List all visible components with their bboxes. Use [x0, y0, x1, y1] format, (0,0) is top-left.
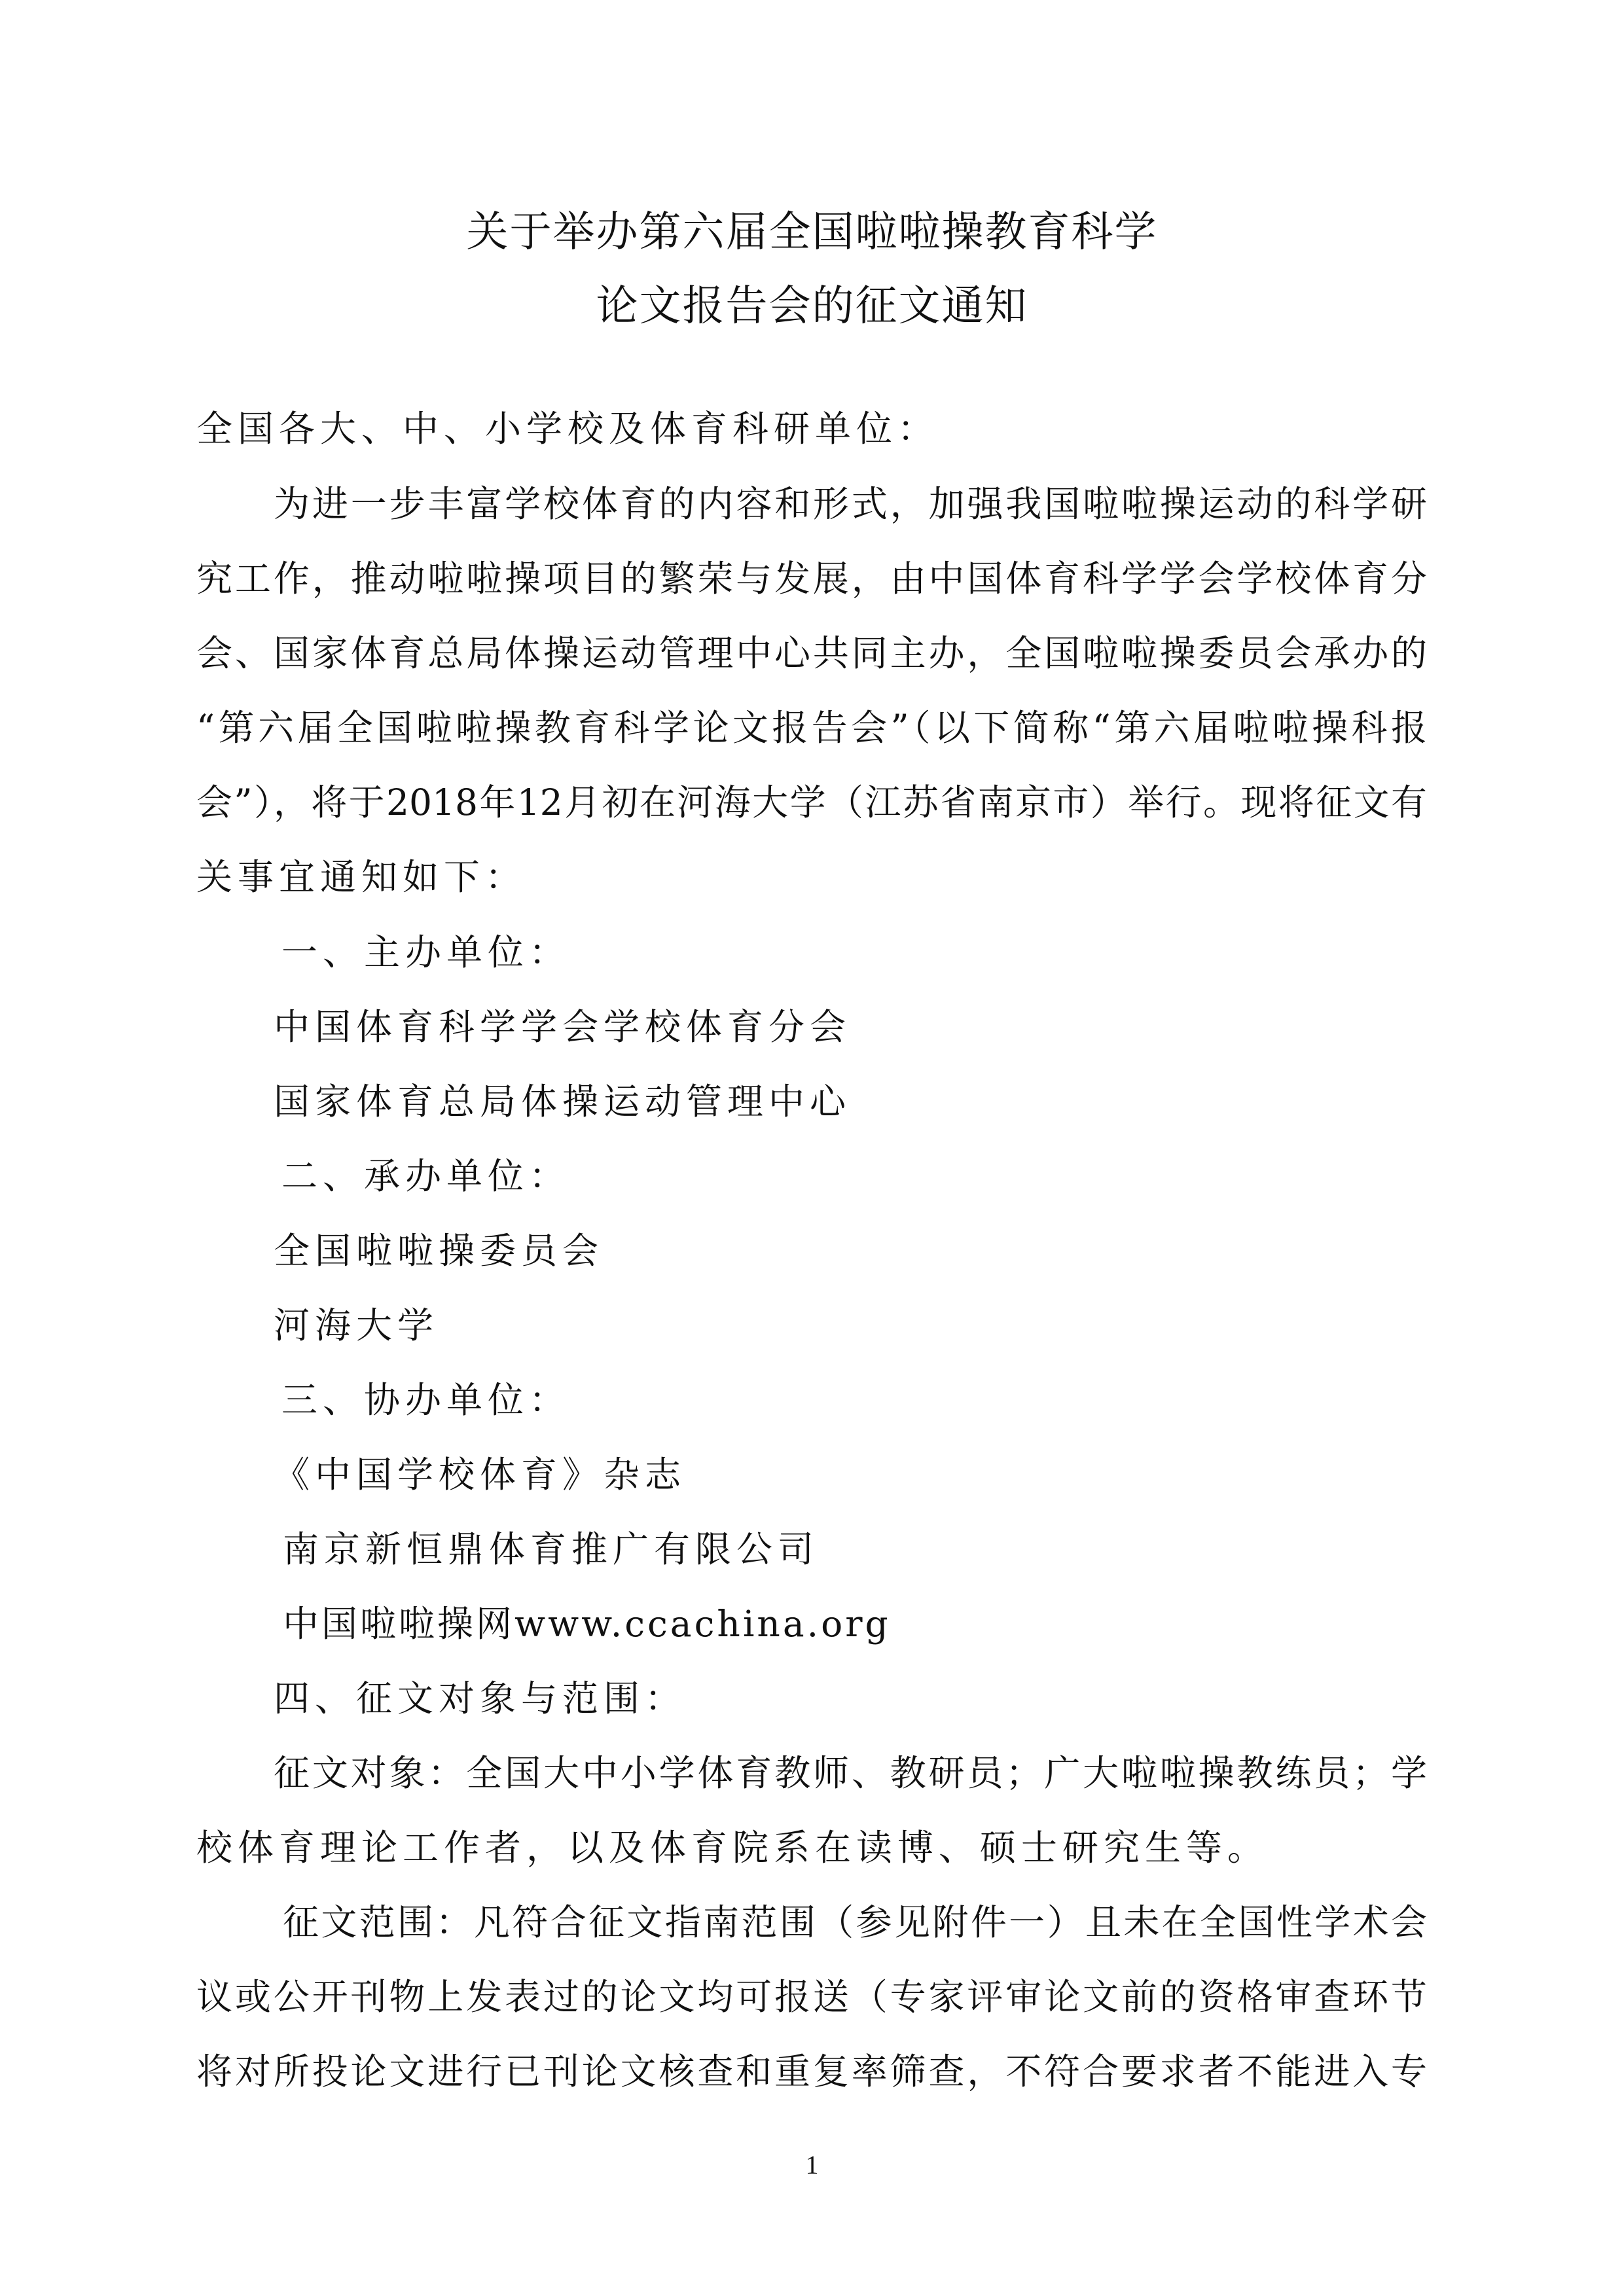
co-organizer-item: 《中国学校体育》杂志: [274, 1454, 687, 1496]
section-heading-hosts: 二、承办单位：: [281, 1155, 571, 1197]
host-item: 全国啦啦操委员会: [274, 1230, 604, 1272]
intro-line-3: 会、国家体育总局体操运动管理中心共同主办，全国啦啦操委员会承办的: [196, 632, 1427, 674]
intro-line-6: 关事宜通知如下：: [196, 856, 527, 898]
intro-line-2: 究工作，推动啦啦操项目的繁荣与发展，由中国体育科学学会学校体育分: [196, 558, 1427, 600]
organizer-item: 国家体育总局体操运动管理中心: [274, 1081, 852, 1122]
co-organizer-item: 中国啦啦操网www.ccachina.org: [283, 1603, 891, 1645]
page-number: 1: [805, 2150, 819, 2179]
section-heading-scope: 四、征文对象与范围：: [274, 1677, 687, 1719]
document-title-line-2: 论文报告会的征文通知: [596, 282, 1028, 331]
object-line-2: 校体育理论工作者，以及体育院系在读博、硕士研究生等。: [196, 1827, 1269, 1869]
host-item: 河海大学: [274, 1304, 439, 1346]
scope-line-2: 议或公开刊物上发表过的论文均可报送（专家评审论文前的资格审查环节: [196, 1976, 1427, 2018]
intro-line-1: 为进一步丰富学校体育的内容和形式，加强我国啦啦操运动的科学研: [274, 483, 1427, 525]
intro-line-5: 会”），将于2018年12月初在河海大学（江苏省南京市）举行。现将征文有: [196, 781, 1427, 823]
section-heading-co-organizers: 三、协办单位：: [281, 1379, 571, 1421]
salutation: 全国各大、中、小学校及体育科研单位：: [196, 408, 939, 450]
document-title-line-1: 关于举办第六届全国啦啦操教育科学: [466, 208, 1158, 257]
intro-line-4: “第六届全国啦啦操教育科学论文报告会”（以下简称“第六届啦啦操科报: [196, 707, 1427, 749]
section-heading-organizers: 一、主办单位：: [281, 931, 571, 973]
scope-line-1: 征文范围：凡符合征文指南范围（参见附件一）且未在全国性学术会: [283, 1901, 1427, 1943]
object-line-1: 征文对象：全国大中小学体育教师、教研员；广大啦啦操教练员；学: [274, 1752, 1427, 1794]
scope-line-3: 将对所投论文进行已刊论文核查和重复率筛查，不符合要求者不能进入专: [196, 2051, 1427, 2092]
organizer-item: 中国体育科学学会学校体育分会: [274, 1006, 852, 1048]
co-organizer-item: 南京新恒鼎体育推广有限公司: [283, 1528, 820, 1570]
